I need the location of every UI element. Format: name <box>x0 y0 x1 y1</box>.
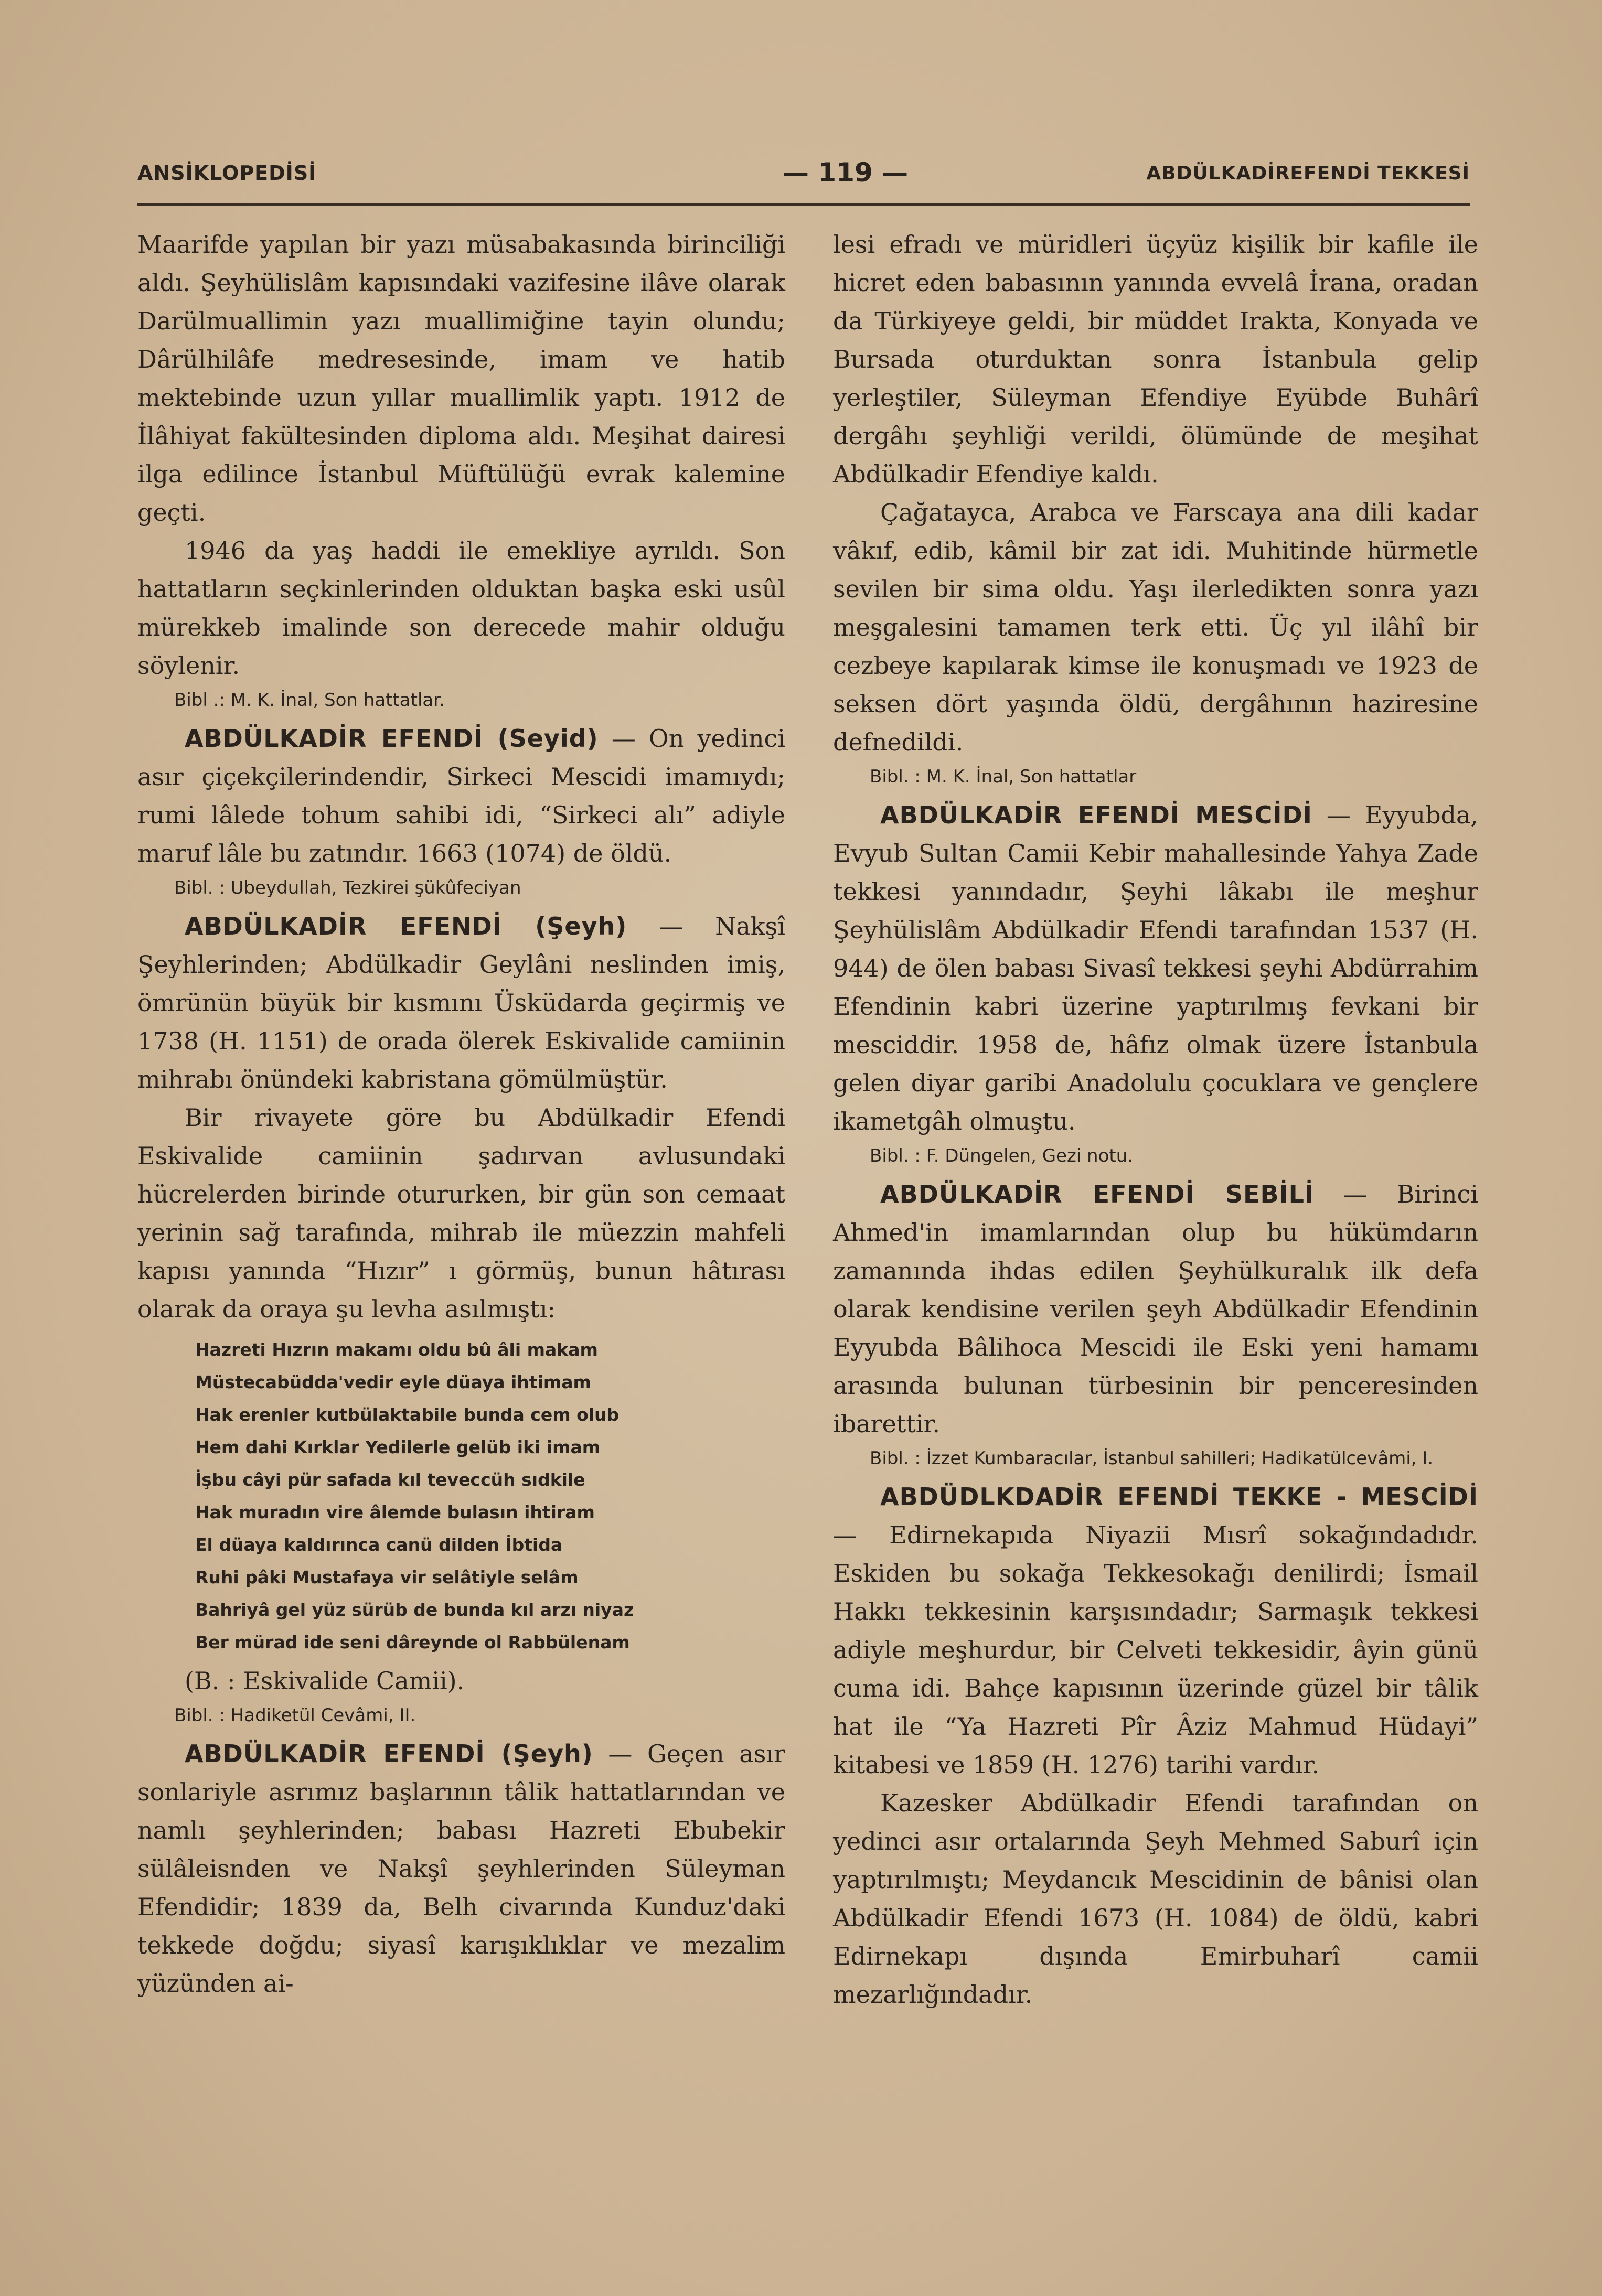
page-number: — 119 — <box>783 157 909 188</box>
intro-paragraph: Maarifde yapılan bir yazı müsabakasında birinciliği aldı. Şeyhülislâm kapısındaki vazifesine ilâve olarak Darülmuallimin yazı muallimiğine tayin olundu; Dârülhilâfe medresesinde, imam ve hatib mektebinde uzun yıllar muallimlik yaptı. 1912 de İlâhiyat fakültesinden diploma aldı. Meşihat dairesi ilga edilince İstanbul Müftülüğü evrak kalemine geçti. <box>137 230 785 527</box>
entry-text: — Eyyubda, Evyub Sultan Camii Kebir mahallesinde Yahya Zade tekkesi yanındadır, Şeyhi lâkabı ile meşhur Şeyhülislâm Abdülkadir Efendi tarafından 1537 (H. 944) de ölen babası Sivasî tekkesi şeyhi Abdürrahim Efendinin kabri üzerine yaptırılmış fevkani bir mesciddir. 1958 de, hâfız olmak üzere İstanbula gelen diyar garibi Anadolulu çocuklara ve gençlere ikametgâh olmuştu. <box>833 801 1479 1135</box>
entry-title: ABDÜLKADİR EFENDİ SEBİLİ <box>880 1180 1315 1208</box>
poem-line: Bahriyâ gel yüz sürüb de bunda kıl arzı niyaz <box>195 1600 634 1620</box>
entry-text: — On yedinci asır çiçekçilerindendir, Sirkeci Mescidi imamıydı; rumi lâlede tohum sahibi idi, “Sirkeci alı” adiyle maruf lâle bu zatındır. 1663 (1074) de öldü. <box>137 724 785 867</box>
running-head <box>137 157 1470 194</box>
entry-text: — Geçen asır sonlariyle asrımız başlarının tâlik hattatlarından ve namlı şeyhlerinden; babası Hazreti Ebubekir sülâleisnden ve Nakşî şeyhlerinden Süleyman Efendidir; 1839 da, Belh civarında Kunduz'daki tekkede doğdu; siyasî karışıklıklar ve mezalim yüzünden ai- <box>137 1740 785 1998</box>
header-left: ANSİKLOPEDİSİ <box>137 162 317 185</box>
poem-line: Ruhi pâki Mustafaya vir selâtiyle selâm <box>195 1567 579 1587</box>
header-rule <box>137 203 1470 206</box>
left-column <box>137 226 785 2003</box>
continuation-paragraph: lesi efradı ve müridleri üçyüz kişilik bir kafile ile hicret eden babasının yanında evvelâ İrana, oradan da Türkiyeye geldi, bir müddet Irakta, Konyada ve Bursada oturduktan sonra İstanbula gelip yerleştiler, Süleyman Efendiye Eyübde Buhârî dergâhı şeyhliği verildi, ölümünde de meşihat Abdülkadir Efendiye kaldı. <box>833 230 1478 488</box>
entry <box>137 1735 785 2003</box>
paragraph: Çağatayca, Arabca ve Farscaya ana dili kadar vâkıf, edib, kâmil bir zat idi. Muhitinde hürmetle sevilen bir sima oldu. Yaşı ilerledikten sonra yazı meşgalesini tamamen terk etti. Üç yıl ilâhî bir cezbeye kapılarak kimse ile konuşmadı ve 1923 de seksen dört yaşında öldü, dergâhının haziresine defnedildi. <box>833 498 1478 756</box>
bibliography: Bibl. : F. Düngelen, Gezi notu. <box>870 1145 1134 1166</box>
cross-reference: (B. : Eskivalide Camii). <box>185 1667 465 1695</box>
poem-line: Hak erenler kutbülaktabile bunda cem olub <box>195 1404 620 1425</box>
poem-line: Hem dahi Kırklar Yedilerle gelüb iki imam <box>195 1437 601 1457</box>
right-column <box>833 226 1478 2014</box>
header-right: ABDÜLKADİREFENDİ TEKKESİ <box>1146 163 1470 184</box>
entry-text: — Nakşî Şeyhlerinden; Abdülkadir Geylâni neslinden imiş, ömrünün büyük bir kısmını Üsküdarda geçirmiş ve 1738 (H. 1151) de orada ölerek Eskivalide camiinin mihrabı önündeki kabristana gömülmüştür. <box>137 912 785 1093</box>
bibliography: Bibl .: M. K. İnal, Son hattatlar. <box>174 690 445 711</box>
poem-line: Hazreti Hızrın makamı oldu bû âli makam <box>195 1339 598 1360</box>
entry <box>833 796 1478 1141</box>
entry-title: ABDÜLKADİR EFENDİ MESCİDİ <box>880 801 1312 829</box>
entry <box>137 720 785 873</box>
poem-line: Ber mürad ide seni dâreynde ol Rabbülenam <box>195 1632 630 1653</box>
poem-line: El düaya kaldırınca canü dilden İbtida <box>195 1535 563 1555</box>
entry <box>137 907 785 1099</box>
entry-title: ABDÜLKADİR EFENDİ (Seyid) <box>185 724 599 753</box>
bibliography: Bibl. : İzzet Kumbaracılar, İstanbul sahilleri; Hadikatülcevâmi, I. <box>870 1448 1434 1469</box>
entry <box>833 1478 1478 1784</box>
entry-text: — Edirnekapıda Niyazii Mısrî sokağındadıdr. Eskiden bu sokağa Tekkesokağı denilirdi; İsmail Hakkı tekkesinin karşısındadır; Sarmaşık tekkesi adiyle meşhurdur, bir Celveti tekkesidir, âyin günü cuma idi. Bahçe kapısının üzerinde güzel bir tâlik hat ile “Ya Hazreti Pîr Âziz Mahmud Hüdayi” kitabesi ve 1859 (H. 1276) tarihi vardır. <box>833 1521 1478 1779</box>
poem <box>137 1334 785 1659</box>
bibliography: Bibl. : Hadiketül Cevâmi, II. <box>174 1705 416 1726</box>
poem-line: İşbu câyi pür safada kıl teveccüh sıdkile <box>195 1469 585 1490</box>
paragraph: 1946 da yaş haddi ile emekliye ayrıldı. Son hattatların seçkinlerinden olduktan başka eski usûl mürekkeb imalinde son derecede mahir olduğu söylenir. <box>137 537 785 680</box>
paragraph: Kazesker Abdülkadir Efendi tarafından on yedinci asır ortalarında Şeyh Mehmed Saburî için yaptırılmıştı; Meydancık Mescidinin de bânisi olan Abdülkadir Efendi 1673 (H. 1084) de öldü, kabri Edirnekapı dışında Emirbuharî camii mezarlığındadır. <box>833 1789 1478 2009</box>
entry-title: ABDÜLKADİR EFENDİ (Şeyh) <box>185 1740 593 1768</box>
entry <box>833 1175 1478 1443</box>
entry-title: ABDÜDLKDADİR EFENDİ TEKKE - MESCİDİ <box>880 1483 1478 1511</box>
bibliography: Bibl. : Ubeydullah, Tezkirei şükûfeciyan <box>174 877 521 898</box>
paragraph: Bir rivayete göre bu Abdülkadir Efendi Eskivalide camiinin şadırvan avlusundaki hücrelerden birinde otururken, bir gün son cemaat yerinin sağ tarafında, mihrab ile müezzin mahfeli kapısı yanında “Hızır” ı görmüş, bunun hâtırası olarak da oraya şu levha asılmıştı: <box>137 1103 785 1323</box>
entry-title: ABDÜLKADİR EFENDİ (Şeyh) <box>185 912 627 940</box>
bibliography: Bibl. : M. K. İnal, Son hattatlar <box>870 766 1137 787</box>
poem-line: Hak muradın vire âlemde bulasın ihtiram <box>195 1502 595 1522</box>
poem-line: Müstecabüdda'vedir eyle düaya ihtimam <box>195 1372 591 1392</box>
entry-text: — Birinci Ahmed'in imamlarından olup bu hükümdarın zamanında ihdas edilen Şeyhülkuralık ilk defa olarak kendisine verilen şeyh Abdülkadir Efendinin Eyyubda Bâlihoca Mescidi ile Eski yeni hamamı arasında bulunan türbesinin bir penceresinden ibarettir. <box>833 1180 1478 1438</box>
